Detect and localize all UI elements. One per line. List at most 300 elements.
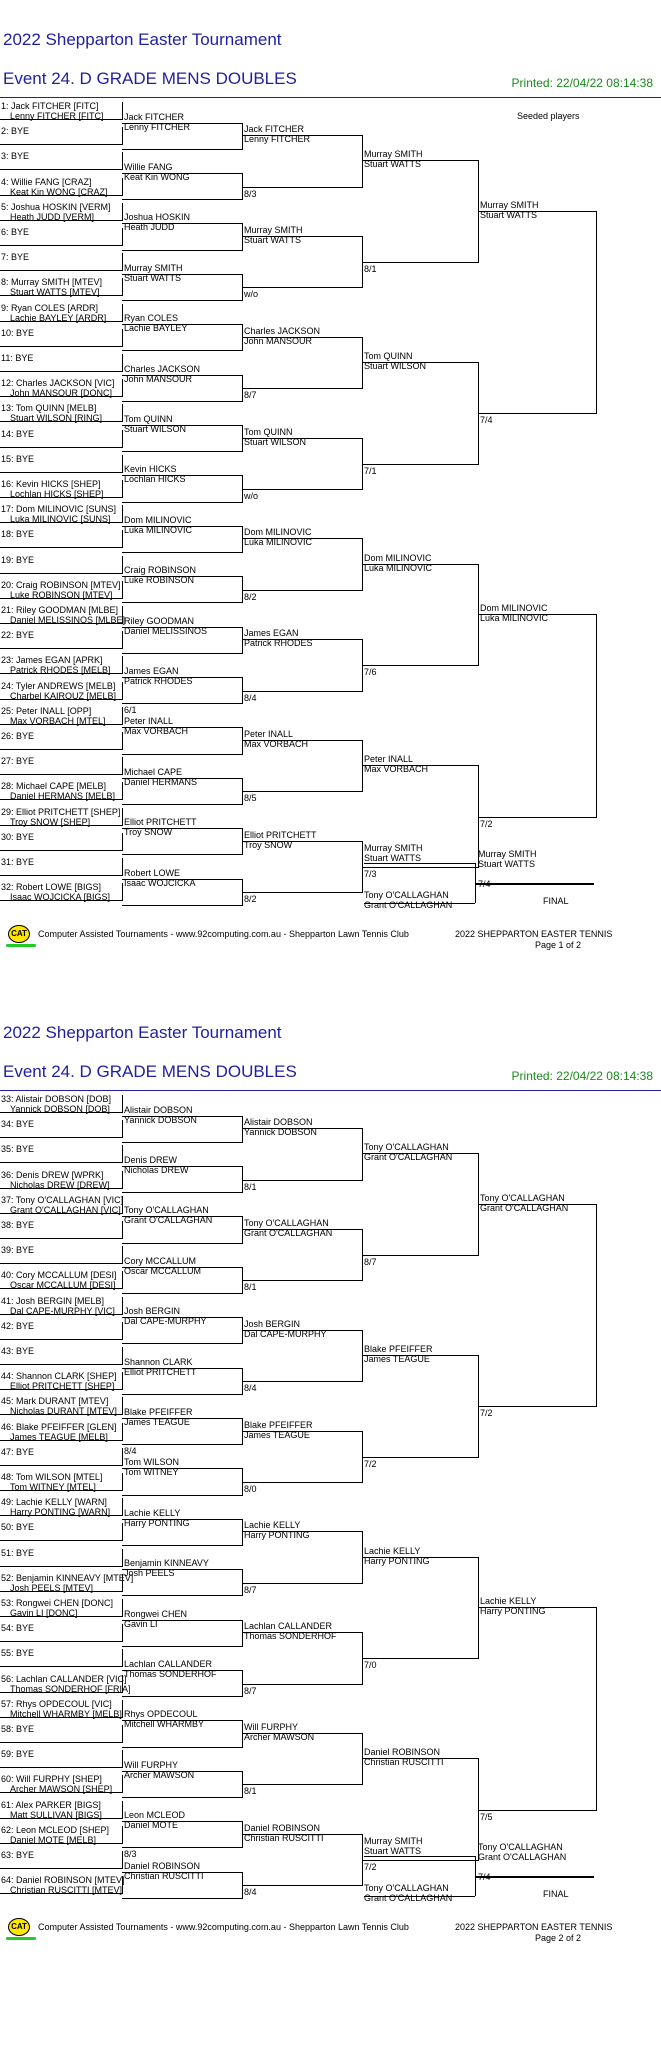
player-two: Charbel KAIROUZ [MELB]	[10, 690, 117, 701]
player-one: 30: BYE	[1, 831, 35, 842]
round3-match	[242, 1117, 363, 1192]
round3-match	[242, 124, 363, 199]
team-player-one: Denis DREW	[124, 1155, 178, 1165]
team-player-two: Harry PONTING	[124, 1517, 190, 1528]
round1-entry	[0, 782, 123, 800]
player-one: 31: BYE	[1, 857, 35, 867]
player-one: 45: Mark DURANT [MTEV]	[1, 1396, 109, 1407]
match-score: 7/3	[364, 868, 377, 879]
round2-match	[122, 313, 243, 351]
player-two: Lochlan HICKS [SHEP]	[10, 489, 104, 499]
round3-match	[242, 527, 363, 602]
team-player-one: Lachlan CALLANDER	[124, 1659, 213, 1669]
cat-logo: CAT	[8, 1918, 30, 1936]
round2-match	[122, 1457, 243, 1495]
printed-timestamp: Printed: 22/04/22 08:14:38	[511, 76, 653, 90]
player-two: Stuart WATTS [MTEV]	[10, 287, 100, 298]
match-score: 8/1	[244, 1181, 257, 1192]
team-player-one: Peter INALL	[364, 754, 414, 765]
player-one: 51: BYE	[1, 1547, 35, 1558]
round2-match	[122, 1659, 243, 1697]
player-one: 32: Robert LOWE [BIGS]	[1, 882, 102, 893]
team-player-one: Kevin HICKS	[124, 464, 177, 475]
team-player-one: Alistair DOBSON	[244, 1117, 313, 1128]
team-player-one: Jack FITCHER	[124, 111, 185, 122]
team-player-one: Jack FITCHER	[244, 124, 305, 135]
round2-match	[122, 1860, 243, 1899]
footer-credit: Computer Assisted Tournaments - www.92computing.com.au - Shepparton Lawn Tennis Club	[38, 1922, 409, 1932]
player-one: 20: Craig ROBINSON [MTEV]	[1, 579, 121, 590]
round1-entry	[0, 1171, 123, 1189]
round4-match	[362, 552, 479, 678]
round1-entry	[0, 581, 123, 599]
round5-match	[478, 1192, 597, 1419]
team-player-two: Thomas SONDERHOF	[244, 1631, 337, 1642]
player-one: 53: Rongwei CHEN [DONC]	[1, 1598, 114, 1608]
match-score: 7/2	[480, 818, 493, 829]
player-one: 38: BYE	[1, 1220, 35, 1230]
player-one: 8: Murray SMITH [MTEV]	[1, 277, 103, 288]
round1-entry	[0, 354, 123, 372]
team-player-one: Daniel ROBINSON	[244, 1822, 321, 1833]
round1-entry	[0, 1826, 123, 1844]
round1-entry	[0, 102, 123, 120]
round1-entry	[0, 1599, 123, 1617]
round1-entry	[0, 1145, 123, 1163]
player-two: Nicholas DURANT [MTEV]	[10, 1406, 117, 1417]
player-two: John MANSOUR [DONC]	[10, 388, 113, 399]
team-player-one: Daniel ROBINSON	[364, 1747, 441, 1758]
final-bottom-player-two: Grant O'CALLAGHAN	[364, 900, 453, 910]
player-two: Harry PONTING [WARN]	[10, 1507, 111, 1518]
round2-match	[122, 111, 243, 150]
team-player-two: Max VORBACH	[244, 739, 309, 749]
team-player-one: Elliot PRITCHETT	[244, 829, 317, 840]
page-number: Page 2 of 2	[535, 1933, 582, 1943]
event-title: Event 24. D GRADE MENS DOUBLES	[3, 69, 297, 88]
match-score: 8/3	[124, 1849, 137, 1860]
team-player-two: Luka MILINOVIC	[480, 613, 549, 623]
round2-match	[122, 212, 243, 250]
round1-entry	[0, 757, 123, 775]
player-one: 39: BYE	[1, 1245, 35, 1256]
final-line	[364, 1856, 475, 1857]
player-one: 9: Ryan COLES [ARDR]	[1, 302, 99, 313]
round3-match	[242, 1822, 363, 1898]
team-player-two: James TEAGUE	[124, 1417, 190, 1427]
round2-match	[122, 1306, 243, 1344]
player-one: 24: Tyler ANDREWS [MELB]	[1, 680, 116, 691]
round1-entry	[0, 1221, 123, 1239]
team-player-two: Dal CAPE-MURPHY	[244, 1328, 327, 1339]
match-score: 8/1	[364, 264, 377, 275]
round1-entry	[0, 455, 123, 473]
team-player-one: Tony O'CALLAGHAN	[480, 1192, 565, 1203]
player-one: 43: BYE	[1, 1346, 35, 1356]
team-player-two: Archer MAWSON	[244, 1732, 315, 1742]
round2-match	[122, 666, 243, 716]
player-one: 62: Leon MCLEOD [SHEP]	[1, 1824, 110, 1835]
player-one: 64: Daniel ROBINSON [MTEV]	[1, 1875, 125, 1886]
player-two: Dal CAPE-MURPHY [VIC]	[10, 1305, 115, 1316]
round2-match	[122, 162, 243, 200]
team-player-one: Michael CAPE	[124, 766, 183, 777]
round1-entry	[0, 505, 123, 523]
round4-match	[362, 1344, 479, 1469]
team-player-two: Nicholas DREW	[124, 1165, 189, 1175]
round2-match	[122, 514, 243, 553]
team-player-one: Tom QUINN	[244, 426, 293, 437]
round2-match	[122, 1608, 243, 1647]
player-one: 11: BYE	[1, 353, 34, 363]
round3-match	[242, 1419, 363, 1494]
player-two: Gavin LI [DONC]	[10, 1608, 78, 1618]
player-one: 21: Riley GOODMAN [MLBE]	[1, 605, 119, 615]
round1-entry	[0, 530, 123, 548]
final-top-player-two: Stuart WATTS	[364, 853, 422, 863]
round1-entry	[0, 1120, 123, 1138]
team-player-two: Josh PEELS	[124, 1568, 175, 1579]
round2-match	[122, 716, 243, 754]
round3-match	[242, 1621, 363, 1696]
team-player-one: Charles JACKSON	[244, 325, 321, 336]
player-two: Keat Kin WONG [CRAZ]	[10, 186, 108, 197]
team-player-two: Luka MILINOVIC	[124, 524, 193, 535]
round4-match	[362, 1545, 479, 1671]
round1-entry	[0, 858, 123, 876]
team-player-two: Keat Kin WONG	[124, 172, 190, 182]
team-player-one: Elliot PRITCHETT	[124, 817, 197, 828]
round1-entry	[0, 1700, 123, 1718]
round4-match	[362, 1142, 479, 1268]
round1-entry	[0, 1271, 123, 1289]
match-score: 7/5	[480, 1811, 493, 1822]
round2-match	[122, 1356, 243, 1395]
round3-match	[242, 225, 363, 300]
team-player-one: Tom QUINN	[124, 414, 173, 424]
player-one: 50: BYE	[1, 1522, 35, 1533]
team-player-two: Stuart WILSON	[124, 424, 187, 434]
round2-match	[122, 262, 243, 301]
player-one: 23: James EGAN [APRK]	[1, 655, 103, 666]
champion-line	[476, 883, 594, 885]
player-one: 54: BYE	[1, 1623, 35, 1634]
team-player-two: Yannick DOBSON	[124, 1114, 197, 1125]
round1-entry	[0, 1473, 123, 1491]
team-player-one: James EGAN	[124, 666, 179, 676]
player-one: 12: Charles JACKSON [VIC]	[1, 378, 115, 389]
player-one: 60: Will FURPHY [SHEP]	[1, 1774, 102, 1785]
team-player-two: Christian RUSCITTI	[244, 1832, 324, 1843]
match-score: 8/4	[244, 1887, 257, 1898]
match-score: 7/4	[478, 879, 491, 889]
team-player-one: Daniel ROBINSON	[124, 1860, 201, 1871]
player-one: 49: Lachie KELLY [WARN]	[1, 1497, 107, 1508]
footer-event: 2022 SHEPPARTON EASTER TENNIS	[455, 1922, 613, 1932]
team-player-two: Archer MAWSON	[124, 1769, 195, 1780]
round3-match	[242, 1218, 363, 1293]
match-score: 7/1	[364, 465, 377, 476]
team-player-one: Robert LOWE	[124, 867, 181, 878]
team-player-one: Blake PFEIFFER	[124, 1407, 193, 1417]
round1-entry	[0, 1322, 123, 1340]
team-player-two: James TEAGUE	[364, 1354, 430, 1364]
team-player-one: Murray SMITH	[244, 225, 303, 235]
tournament-title: 2022 Shepparton Easter Tournament	[3, 30, 282, 49]
round2-match	[122, 1507, 243, 1546]
match-score: 7/4	[478, 1872, 491, 1882]
player-one: 22: BYE	[1, 630, 35, 641]
round2-match	[122, 414, 243, 452]
team-player-two: Troy SNOW	[124, 827, 173, 838]
player-one: 40: Cory MCCALLUM [DESI]	[1, 1270, 117, 1281]
team-player-one: Dom MILINOVIC	[124, 514, 192, 525]
match-score: w/o	[244, 490, 259, 501]
match-score: 8/1	[244, 1786, 257, 1797]
team-player-one: Shannon CLARK	[124, 1356, 193, 1367]
player-one: 36: Denis DREW [WPRK]	[1, 1169, 104, 1180]
team-player-two: Daniel MELISSINOS	[124, 625, 208, 636]
player-two: Patrick RHODES [MELB]	[10, 665, 111, 676]
team-player-two: Lenny FITCHER	[244, 134, 311, 145]
team-player-two: Luke ROBINSON	[124, 575, 195, 586]
round1-entry	[0, 1876, 123, 1894]
header-rule	[0, 1090, 661, 1091]
match-score: 8/7	[364, 1257, 377, 1268]
player-one: 25: Peter INALL [OPP]	[1, 705, 92, 716]
round1-entry	[0, 1673, 131, 1694]
team-player-one: Benjamin KINNEAVY	[124, 1558, 209, 1569]
round1-entry	[0, 480, 123, 498]
match-score: 7/2	[364, 1861, 377, 1872]
round2-match	[122, 1104, 243, 1143]
team-player-one: Leon MCLEOD	[124, 1810, 186, 1821]
cat-logo: CAT	[8, 925, 30, 943]
round1-entry	[0, 1572, 134, 1593]
team-player-two: Stuart WATTS	[364, 159, 422, 170]
team-player-two: Max VORBACH	[124, 726, 189, 737]
team-player-one: Lachie KELLY	[124, 1507, 181, 1518]
team-player-one: Murray SMITH	[478, 849, 537, 859]
player-one: 56: Lachlan CALLANDER [VIC]	[1, 1673, 127, 1684]
round1-entry	[0, 278, 123, 296]
team-player-two: Elliot PRITCHETT	[124, 1366, 197, 1377]
round1-entry	[0, 1448, 123, 1466]
match-score: 8/1	[244, 1282, 257, 1293]
player-two: James TEAGUE [MELB]	[10, 1431, 108, 1442]
round3-match	[242, 325, 363, 401]
player-two: Mitchell WHARMBY [MELB]	[10, 1708, 122, 1719]
team-player-two: Dal CAPE-MURPHY	[124, 1316, 207, 1327]
footer-credit: Computer Assisted Tournaments - www.92computing.com.au - Shepparton Lawn Tennis Club	[38, 929, 409, 939]
team-player-one: Dom MILINOVIC	[244, 527, 312, 538]
team-player-two: Grant O'CALLAGHAN	[124, 1215, 213, 1226]
team-player-two: Grant O'CALLAGHAN	[244, 1228, 333, 1238]
round1-entry	[0, 707, 123, 725]
round2-match	[122, 1407, 243, 1457]
round2-match	[122, 1558, 243, 1596]
round1-entry	[0, 732, 123, 750]
team-player-two: John MANSOUR	[244, 335, 313, 346]
team-player-one: Dom MILINOVIC	[364, 552, 432, 563]
round1-entry	[0, 833, 123, 851]
team-player-two: James TEAGUE	[244, 1429, 310, 1440]
team-player-two: Heath JUDD	[124, 222, 175, 233]
round1-entry	[0, 1750, 123, 1768]
match-score: 8/4	[244, 692, 257, 703]
player-two: Stuart WILSON [RING]	[10, 413, 103, 424]
match-score: 8/7	[244, 390, 257, 401]
match-score: 8/4	[124, 1446, 137, 1457]
team-player-one: Alistair DOBSON	[124, 1104, 193, 1115]
round1-entry	[0, 556, 123, 574]
team-player-two: Stuart WATTS	[244, 235, 302, 245]
match-score: 8/3	[244, 188, 257, 199]
team-player-one: Ryan COLES	[124, 313, 179, 324]
team-player-one: Josh BERGIN	[244, 1318, 301, 1329]
printed-timestamp: Printed: 22/04/22 08:14:38	[511, 1069, 653, 1083]
team-player-one: Tony O'CALLAGHAN	[364, 1142, 449, 1153]
round5-match	[478, 199, 597, 426]
round1-entry	[0, 605, 126, 625]
round1-entry	[0, 1397, 123, 1415]
team-player-one: Peter INALL	[124, 716, 174, 727]
match-score: 6/1	[124, 705, 137, 716]
round3-match	[242, 426, 363, 501]
team-player-one: Tony O'CALLAGHAN	[124, 1205, 209, 1216]
team-player-two: Lenny FITCHER	[124, 121, 191, 132]
player-one: 35: BYE	[1, 1144, 35, 1155]
round1-entry	[0, 1498, 123, 1516]
team-player-two: Christian RUSCITTI	[364, 1757, 444, 1768]
team-player-one: Riley GOODMAN	[124, 615, 195, 626]
round1-entry	[0, 304, 123, 322]
team-player-one: Tom WILSON	[124, 1457, 180, 1468]
round1-entry	[0, 1372, 123, 1390]
team-player-two: Patrick RHODES	[244, 638, 313, 649]
player-two: Thomas SONDERHOF [FRIA]	[10, 1683, 131, 1694]
round2-match	[122, 565, 243, 603]
team-player-two: Luka MILINOVIC	[244, 537, 313, 548]
player-two: Max VORBACH [MTEL]	[10, 715, 106, 726]
round2-match	[122, 1709, 243, 1747]
round1-entry	[0, 152, 123, 170]
team-player-one: James EGAN	[244, 628, 299, 639]
team-player-one: Craig ROBINSON	[124, 565, 197, 576]
match-score: 7/4	[480, 415, 493, 426]
team-player-one: Joshua HOSKIN	[124, 212, 191, 223]
player-two: Heath JUDD [VERM]	[10, 211, 95, 222]
header-rule	[0, 97, 661, 98]
round2-match	[122, 363, 243, 402]
team-player-one: Charles JACKSON	[124, 363, 201, 374]
team-player-two: Daniel MOTE	[124, 1820, 179, 1831]
team-player-one: Rongwei CHEN	[124, 1608, 188, 1619]
round1-entry	[0, 178, 123, 196]
team-player-two: Stuart WILSON	[244, 436, 307, 447]
round1-entry	[0, 1347, 123, 1365]
team-player-two: Isaac WOJCICKA	[124, 877, 196, 888]
match-score: 7/0	[364, 1660, 377, 1671]
player-one: 15: BYE	[1, 453, 35, 464]
team-player-two: Max VORBACH	[364, 764, 429, 775]
player-two: Luka MILINOVIC [SUNS]	[10, 514, 111, 525]
champion-line	[476, 1876, 594, 1878]
match-score: 8/5	[244, 793, 257, 804]
player-two: Yannick DOBSON [DOB]	[10, 1104, 110, 1114]
player-one: 37: Tony O'CALLAGHAN [VIC]	[1, 1194, 124, 1205]
round4-match	[362, 149, 479, 275]
round1-entry	[0, 329, 123, 347]
player-one: 2: BYE	[1, 126, 30, 137]
player-two: Matt SULLIVAN [BIGS]	[10, 1809, 102, 1820]
player-one: 3: BYE	[1, 151, 30, 162]
round2-match	[122, 615, 243, 654]
team-player-two: Lachie BAYLEY	[124, 323, 188, 334]
player-two: Daniel MELISSINOS [MLBE]	[10, 615, 126, 625]
final-line	[364, 863, 475, 864]
team-player-one: Tony O'CALLAGHAN	[244, 1218, 329, 1228]
player-one: 29: Elliot PRITCHETT [SHEP]	[1, 806, 121, 817]
team-player-two: Harry PONTING	[364, 1555, 430, 1566]
final-label: FINAL	[543, 896, 569, 906]
round4-match	[362, 351, 479, 476]
round1-entry	[0, 682, 123, 700]
round3-match	[242, 1722, 363, 1797]
team-player-one: Blake PFEIFFER	[364, 1344, 433, 1354]
match-score: 8/7	[244, 1584, 257, 1595]
round1-entry	[0, 404, 123, 422]
player-two: Elliot PRITCHETT [SHEP]	[10, 1381, 115, 1392]
player-one: 14: BYE	[1, 428, 35, 439]
team-player-two: Grant O'CALLAGHAN	[478, 1852, 567, 1862]
round2-match	[122, 867, 243, 906]
team-player-two: Stuart WILSON	[364, 361, 427, 371]
player-one: 26: BYE	[1, 731, 35, 741]
match-score: w/o	[244, 289, 259, 300]
team-player-two: Harry PONTING	[480, 1606, 546, 1616]
player-two: Tom WITNEY [MTEL]	[10, 1482, 96, 1492]
cat-logo-swoosh	[6, 1937, 36, 1940]
player-two: Lenny FITCHER [FITC]	[10, 111, 104, 121]
round1-entry	[0, 1649, 123, 1667]
match-score: 8/4	[244, 1383, 257, 1394]
round1-entry	[0, 379, 123, 397]
round1-entry	[0, 1624, 123, 1642]
player-one: 44: Shannon CLARK [SHEP]	[1, 1371, 117, 1382]
round1-entry	[0, 1725, 123, 1743]
player-one: 4: Willie FANG [CRAZ]	[1, 176, 92, 187]
round3-match	[242, 628, 363, 703]
round1-entry	[0, 883, 123, 901]
player-two: Isaac WOJCICKA [BIGS]	[10, 892, 111, 903]
event-title: Event 24. D GRADE MENS DOUBLES	[3, 1062, 297, 1081]
team-player-two: Thomas SONDERHOF	[124, 1669, 217, 1679]
round1-entry	[0, 656, 123, 674]
player-two: Troy SNOW [SHEP]	[10, 816, 91, 827]
team-player-two: Grant O'CALLAGHAN	[364, 1152, 453, 1163]
team-player-two: Daniel HERMANS	[124, 776, 198, 787]
team-player-two: Harry PONTING	[244, 1530, 310, 1541]
player-one: 33: Alistair DOBSON [DOB]	[1, 1094, 112, 1104]
round1-entry	[0, 808, 123, 826]
round3-match	[242, 1520, 363, 1595]
team-player-one: Murray SMITH	[480, 199, 539, 210]
match-score: 8/2	[244, 894, 257, 905]
match-score: 7/6	[364, 667, 377, 678]
player-two: Grant O'CALLAGHAN [VIC]	[10, 1204, 121, 1215]
team-player-two: Lochlan HICKS	[124, 474, 186, 485]
